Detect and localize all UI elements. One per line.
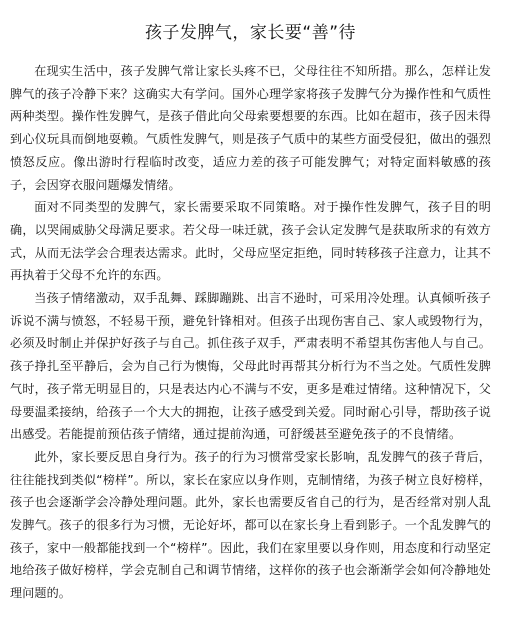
paragraph-2: 面对不同类型的发脾气，家长需要采取不同策略。对于操作性发脾气，孩子目的明确，以哭闹威胁父母满足要求。若父母一味迁就，孩子会认定发脾气是获取所求的有效方式，从而无法学会合理表达需求。此时，父母应坚定拒绝，同时转移孩子注意力，让其不再执着于父母不允许的东西。 <box>10 200 491 283</box>
paragraph-3: 当孩子情绪激动，双手乱舞、踩脚蹦跳、出言不逊时，可采用冷处理。认真倾听孩子诉说不满与愤怒，不轻易干预，避免针锋相对。但孩子出现伤害自己、家人或毁物行为，必须及时制止并保护好孩子与自己。抓住孩子双手，严肃表明不希望其伤害他人与自己。孩子挣扎至平静后，会为自己行为懊悔，父母此时再帮其分析行为不当之处。气质性发脾气时，孩子常无明显目的，只是表达内心不满与不安，更多是难过情绪。这种情况下，父母要温柔接纳，给孩子一个大大的拥抱，让孩子感受到关爱。同时耐心引导，帮助孩子说出感受。若能提前预估孩子情绪，通过提前沟通，可舒缓甚至避免孩子的不良情绪。 <box>10 291 491 442</box>
paragraph-4: 此外，家长要反思自身行为。孩子的行为习惯常受家长影响，乱发脾气的孩子背后，往往能找到类似“榜样”。所以，家长在家应以身作则，克制情绪，为孩子树立良好榜样，孩子也会逐渐学会冷静处理问题。此外，家长也需要反省自己的行为，是否经常对别人乱发脾气。孩子的很多行为习惯，无论好坏，都可以在家长身上看到影子。一个乱发脾气的孩子，家中一般都能找到一个“榜样”。因此，我们在家里要以身作则，用态度和行动坚定地给孩子做好榜样，学会克制自己和调节情绪，这样你的孩子也会渐渐学会如何冷静地处理问题的。 <box>10 449 491 601</box>
paragraph-1: 在现实生活中，孩子发脾气常让家长头疼不已，父母往往不知所措。那么，怎样让发脾气的孩子冷静下来？这确实大有学问。国外心理学家将孩子发脾气分为操作性和气质性两种类型。操作性发脾气，是孩子借此向父母索要想要的东西。比如在超市，孩子因未得到心仪玩具而倒地耍赖。气质性发脾气，则是孩子气质中的某些方面受侵犯，做出的强烈愤怒反应。像出游时行程临时改变，适应力差的孩子可能发脾气；对特定面料敏感的孩子，会因穿衣服问题爆发情绪。 <box>10 64 491 192</box>
document-title: 孩子发脾气，家长要“善”待 <box>144 23 357 43</box>
